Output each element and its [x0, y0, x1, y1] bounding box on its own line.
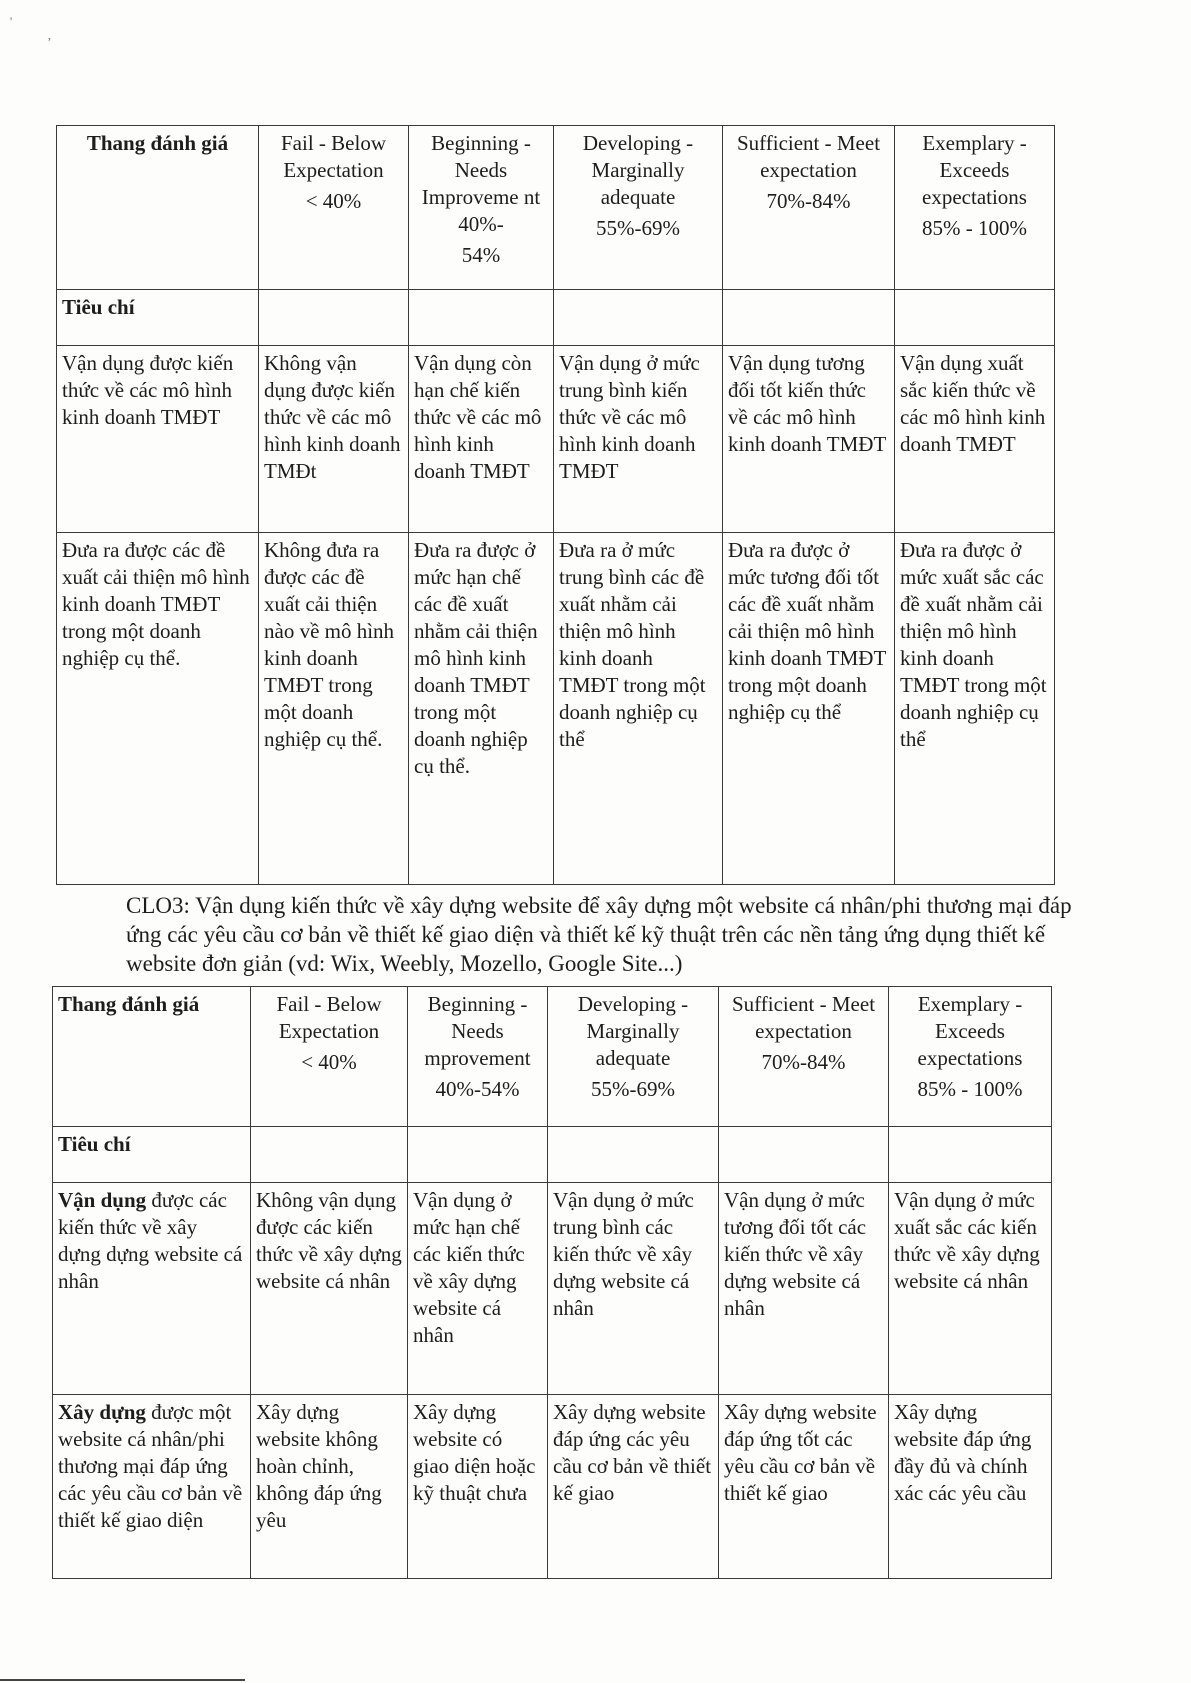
- level-range: < 40%: [301, 1050, 357, 1074]
- criterion-rest: được các kiến thức về xây dựng dựng website cá nhân: [58, 1188, 243, 1293]
- rubric-cell: Vận dụng ở mức tương đối tốt các kiến thức về xây dựng website cá nhân: [719, 1183, 889, 1395]
- rubric-cell: Đưa ra được ở mức hạn chế các đề xuất nhằm cải thiện mô hình kinh doanh TMĐT trong một doanh nghiệp cụ thể.: [409, 533, 554, 885]
- rubric-cell: Đưa ra ở mức trung bình các đề xuất nhằm cải thiện mô hình kinh doanh TMĐT trong một doanh nghiệp cụ thể: [554, 533, 723, 885]
- level-name: Fail - Below Expectation: [281, 131, 386, 182]
- level-name: Fail - Below Expectation: [276, 992, 382, 1043]
- level-beginning: [409, 126, 554, 290]
- criterion-cell: [53, 1183, 251, 1395]
- criterion-cell: [53, 1395, 251, 1579]
- level-developing: [554, 126, 723, 290]
- level-name: Sufficient - Meet expectation: [736, 131, 881, 182]
- level-range: 70%-84%: [761, 1050, 846, 1074]
- scan-mark: ': [10, 14, 13, 28]
- table-row: [53, 1183, 1052, 1395]
- criterion-rest: được một website cá nhân/phi thương mại đáp ứng các yêu cầu cơ bản về thiết kế giao diện: [58, 1400, 243, 1532]
- scale-header: Thang đánh giá: [53, 987, 251, 1127]
- rubric-table-2: [52, 986, 1052, 1579]
- level-name: Beginning - Needs Improveme nt 40%-: [421, 131, 541, 236]
- criterion-strong: Vận dụng: [58, 1188, 147, 1212]
- criterion-cell: Đưa ra được các đề xuất cải thiện mô hình kinh doanh TMĐT trong một doanh nghiệp cụ thể.: [57, 533, 259, 885]
- scale-header: Thang đánh giá: [57, 126, 259, 290]
- rubric-cell: Vận dụng ở mức hạn chế các kiến thức về xây dựng website cá nhân: [408, 1183, 548, 1395]
- rubric-cell: Vận dụng ở mức trung bình các kiến thức về xây dựng website cá nhân: [548, 1183, 719, 1395]
- level-name: Developing - Marginally adequate: [577, 992, 689, 1070]
- rubric-cell: Đưa ra được ở mức xuất sắc các đề xuất nhằm cải thiện mô hình kinh doanh TMĐT trong một doanh nghiệp cụ thể: [895, 533, 1055, 885]
- level-range: 55%-69%: [591, 1077, 675, 1101]
- level-name: Developing - Marginally adequate: [582, 131, 694, 209]
- criteria-label: Tiêu chí: [53, 1127, 251, 1183]
- criteria-label-row: [53, 1127, 1052, 1183]
- level-range: 55%-69%: [596, 216, 680, 240]
- level-range: 54%: [461, 243, 501, 267]
- criteria-label: Tiêu chí: [57, 290, 259, 346]
- table-row: [57, 533, 1055, 885]
- scan-mark: ,: [48, 28, 51, 42]
- level-fail: [251, 987, 408, 1127]
- rubric-cell: Vận dụng tương đối tốt kiến thức về các mô hình kinh doanh TMĐT: [723, 346, 895, 533]
- rubric-cell: Xây dựng website đáp ứng đầy đủ và chính xác các yêu cầu: [889, 1395, 1052, 1579]
- level-range: < 40%: [305, 189, 362, 213]
- rubric-cell: Vận dụng xuất sắc kiến thức về các mô hình kinh doanh TMĐT: [895, 346, 1055, 533]
- rubric-table-1: [56, 125, 1055, 885]
- rubric-cell: Xây dựng website đáp ứng tốt các yêu cầu cơ bản về thiết kế giao: [719, 1395, 889, 1579]
- rubric-cell: Xây dựng website có giao diện hoặc kỹ thuật chưa: [408, 1395, 548, 1579]
- level-exemplary: [889, 987, 1052, 1127]
- level-beginning: [408, 987, 548, 1127]
- rubric-cell: Xây dựng website đáp ứng các yêu cầu cơ bản về thiết kế giao: [548, 1395, 719, 1579]
- level-name: Exemplary - Exceeds expectations: [917, 992, 1023, 1070]
- rubric-cell: Không đưa ra được các đề xuất cải thiện nào về mô hình kinh doanh TMĐT trong một doanh nghiệp cụ thể.: [259, 533, 409, 885]
- criterion-strong: Xây dựng: [58, 1400, 146, 1424]
- rubric-cell: Không vận dụng được kiến thức về các mô hình kinh doanh TMĐt: [259, 346, 409, 533]
- header-row: [53, 987, 1052, 1127]
- level-name: Sufficient - Meet expectation: [731, 992, 876, 1043]
- level-sufficient: [723, 126, 895, 290]
- level-sufficient: [719, 987, 889, 1127]
- header-row: [57, 126, 1055, 290]
- criteria-label-row: [57, 290, 1055, 346]
- level-range: 85% - 100%: [922, 216, 1027, 240]
- rubric-cell: Đưa ra được ở mức tương đối tốt các đề xuất nhằm cải thiện mô hình kinh doanh TMĐT trong một doanh nghiệp cụ thể: [723, 533, 895, 885]
- table-row: [53, 1395, 1052, 1579]
- criterion-cell: Vận dụng được kiến thức về các mô hình kinh doanh TMĐT: [57, 346, 259, 533]
- level-developing: [548, 987, 719, 1127]
- rubric-cell: Vận dụng còn hạn chế kiến thức về các mô hình kinh doanh TMĐT: [409, 346, 554, 533]
- rubric-cell: Không vận dụng được các kiến thức về xây dựng website cá nhân: [251, 1183, 408, 1395]
- rubric-cell: Vận dụng ở mức trung bình kiến thức về các mô hình kinh doanh TMĐT: [554, 346, 723, 533]
- rubric-cell: Vận dụng ở mức xuất sắc các kiến thức về xây dựng website cá nhân: [889, 1183, 1052, 1395]
- clo3-paragraph: CLO3: Vận dụng kiến thức về xây dựng website để xây dựng một website cá nhân/phi thương mại đáp ứng các yêu cầu cơ bản về thiết kế giao diện và thiết kế kỹ thuật trên các nền tảng ứng dụng thiết kế website đơn giản (vd: Wix, Weebly, Mozello, Google Site...): [126, 893, 1072, 976]
- level-range: 40%-54%: [435, 1077, 520, 1101]
- level-fail: [259, 126, 409, 290]
- level-range: 85% - 100%: [917, 1077, 1023, 1101]
- page-bottom-rule: [0, 1679, 245, 1681]
- rubric-cell: Xây dựng website không hoàn chỉnh, không đáp ứng yêu: [251, 1395, 408, 1579]
- level-name: Exemplary - Exceeds expectations: [922, 131, 1027, 209]
- level-name: Beginning - Needs mprovement: [424, 992, 531, 1070]
- level-exemplary: [895, 126, 1055, 290]
- table-row: [57, 346, 1055, 533]
- level-range: 70%-84%: [766, 189, 851, 213]
